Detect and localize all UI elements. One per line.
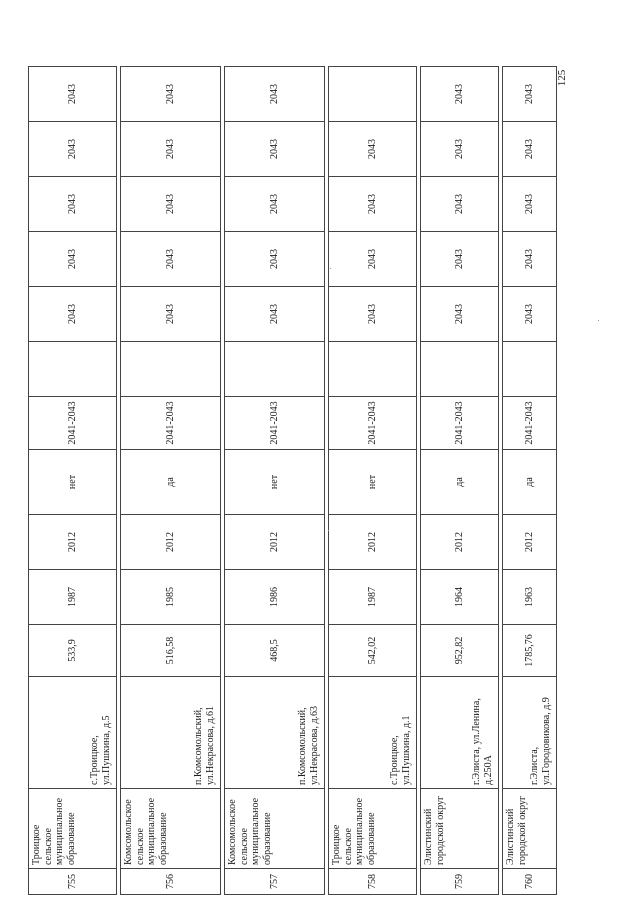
planned-year-cell: 2043 (329, 122, 417, 177)
period-cell: 2041-2043 (29, 397, 117, 450)
period-cell: 2041-2043 (121, 397, 221, 450)
area-cell: 542,02 (329, 625, 417, 677)
municipality-cell: Элистинский городской округ (421, 789, 499, 869)
planned-year-cell (329, 67, 417, 122)
planned-year-cell: 2043 (29, 287, 117, 342)
planned-year-cell: 2043 (421, 177, 499, 232)
flag-cell: нет (329, 450, 417, 515)
planned-year-cell: 2043 (329, 232, 417, 287)
document-table (28, 66, 557, 895)
flag-cell: да (503, 450, 557, 515)
planned-year-cell: 2043 (225, 232, 325, 287)
planned-year-cell: 2043 (503, 177, 557, 232)
row-number: 758 (329, 869, 417, 895)
municipality-cell: Троицкое сельское муниципальное образование (29, 789, 117, 869)
planned-year-cell: 2043 (225, 122, 325, 177)
municipality-cell: Элистинский городской округ (503, 789, 557, 869)
empty-cell (329, 342, 417, 397)
area-cell: 468,5 (225, 625, 325, 677)
flag-cell: нет (225, 450, 325, 515)
planned-year-cell: 2043 (29, 122, 117, 177)
period-cell: 2041-2043 (503, 397, 557, 450)
table-row (121, 67, 221, 895)
table-row (29, 67, 117, 895)
table-row (329, 67, 417, 895)
planned-year-cell: 2043 (503, 122, 557, 177)
planned-year-cell: 2043 (121, 287, 221, 342)
survey-year-cell: 2012 (29, 515, 117, 570)
year-built-cell: 1986 (225, 570, 325, 625)
municipality-cell: Комсомольское сельское муниципальное образование (121, 789, 221, 869)
year-built-cell: 1987 (329, 570, 417, 625)
area-cell: 1785,76 (503, 625, 557, 677)
table-row (503, 67, 557, 895)
area-cell: 533,9 (29, 625, 117, 677)
flag-cell: да (421, 450, 499, 515)
planned-year-cell: 2043 (329, 287, 417, 342)
planned-year-cell: 2043 (503, 67, 557, 122)
period-cell: 2041-2043 (421, 397, 499, 450)
planned-year-cell: 2043 (421, 287, 499, 342)
empty-cell (503, 342, 557, 397)
address-cell: п.Комсомольский, ул.Некрасова, д.63 (225, 677, 325, 789)
row-number: 757 (225, 869, 325, 895)
address-cell: с.Троицкое, ул.Пушкина, д.1 (329, 677, 417, 789)
planned-year-cell: 2043 (29, 67, 117, 122)
empty-cell (121, 342, 221, 397)
planned-year-cell: 2043 (421, 232, 499, 287)
survey-year-cell: 2012 (121, 515, 221, 570)
row-number: 760 (503, 869, 557, 895)
planned-year-cell: 2043 (29, 232, 117, 287)
planned-year-cell: 2043 (121, 67, 221, 122)
table-row (421, 67, 499, 895)
municipality-cell: Троицкое сельское муниципальное образование (329, 789, 417, 869)
row-number: 759 (421, 869, 499, 895)
year-built-cell: 1963 (503, 570, 557, 625)
row-number: 755 (29, 869, 117, 895)
period-cell: 2041-2043 (225, 397, 325, 450)
planned-year-cell: 2043 (225, 177, 325, 232)
empty-cell (29, 342, 117, 397)
address-cell: г.Элиста, ул.Городовикова, д.9 (503, 677, 557, 789)
planned-year-cell: 2043 (329, 177, 417, 232)
survey-year-cell: 2012 (225, 515, 325, 570)
row-number: 756 (121, 869, 221, 895)
planned-year-cell: 2043 (503, 232, 557, 287)
page-number: 125 (556, 69, 568, 87)
table-row (225, 67, 325, 895)
planned-year-cell: 2043 (421, 67, 499, 122)
municipality-cell: Комсомольское сельское муниципальное образование (225, 789, 325, 869)
planned-year-cell: 2043 (225, 287, 325, 342)
year-built-cell: 1964 (421, 570, 499, 625)
address-cell: г.Элиста, ул.Ленина, д.250А (421, 677, 499, 789)
survey-year-cell: 2012 (503, 515, 557, 570)
planned-year-cell: 2043 (121, 122, 221, 177)
scan-speck (330, 268, 331, 269)
empty-cell (421, 342, 499, 397)
planned-year-cell: 2043 (121, 177, 221, 232)
year-built-cell: 1987 (29, 570, 117, 625)
planned-year-cell: 2043 (421, 122, 499, 177)
planned-year-cell: 2043 (225, 67, 325, 122)
flag-cell: да (121, 450, 221, 515)
scan-speck (328, 530, 329, 531)
planned-year-cell: 2043 (503, 287, 557, 342)
address-cell: с.Троицкое, ул.Пушкина, д.5 (29, 677, 117, 789)
year-built-cell: 1985 (121, 570, 221, 625)
address-cell: п.Комсомольский, ул.Некрасова, д.61 (121, 677, 221, 789)
planned-year-cell: 2043 (121, 232, 221, 287)
planned-year-cell: 2043 (29, 177, 117, 232)
scan-speck (598, 320, 599, 321)
area-cell: 952,82 (421, 625, 499, 677)
flag-cell: нет (29, 450, 117, 515)
empty-cell (225, 342, 325, 397)
survey-year-cell: 2012 (329, 515, 417, 570)
survey-year-cell: 2012 (421, 515, 499, 570)
period-cell: 2041-2043 (329, 397, 417, 450)
area-cell: 516,58 (121, 625, 221, 677)
